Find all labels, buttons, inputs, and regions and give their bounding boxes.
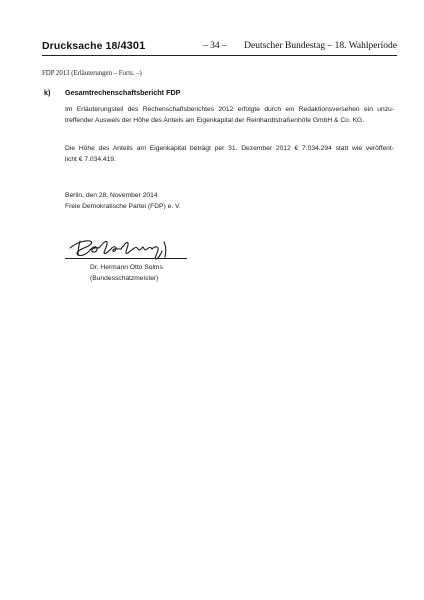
- section-title: Gesamtrechenschaftsbericht FDP: [65, 88, 181, 97]
- paragraph-line: treffender Ausweis der Höhe des Anteils am Eigenkapital der Reinhardtstraßenhöfe GmbH & Co. KG.: [65, 117, 365, 124]
- organization-name: Freie Demokratische Partei (FDP) e. V.: [65, 203, 181, 210]
- paragraph-line: Im Erläuterungsteil des Rechenschaftsberichtes 2012 erfolgte durch ein Redaktionsversehen ein unzu-: [65, 106, 394, 113]
- signer-name: Dr. Hermann Otto Solms: [90, 264, 163, 271]
- publisher-name: Deutscher Bundestag – 18. Wahlperiode: [244, 41, 397, 51]
- drucksache-label: Drucksache 18/: [42, 40, 121, 52]
- signer-block: [90, 262, 163, 284]
- place-date: Berlin, den 28. November 2014: [65, 192, 158, 199]
- paragraph-line: licht € 7.034.419.: [65, 156, 116, 163]
- drucksache-id: 4301: [120, 40, 146, 52]
- drucksache-number: [42, 40, 145, 52]
- section-letter: k): [44, 88, 51, 97]
- continuation-note: FDP 2013 (Erläuterungen – Forts. –): [42, 70, 142, 77]
- page-header: [42, 40, 397, 54]
- signer-role: (Bundesschatzmeister): [90, 275, 159, 282]
- signature-line: [65, 258, 187, 259]
- closing-block: [65, 190, 181, 212]
- paragraph-amount: [65, 143, 394, 165]
- paragraph-correction: [65, 104, 394, 126]
- header-rule: [42, 55, 397, 56]
- page-number: – 34 –: [203, 41, 227, 51]
- handwritten-signature: [66, 234, 176, 260]
- paragraph-line: Die Höhe des Anteils am Eigenkapital beträgt per 31. Dezember 2012 € 7.034.294 statt wie veröffent-: [65, 145, 394, 152]
